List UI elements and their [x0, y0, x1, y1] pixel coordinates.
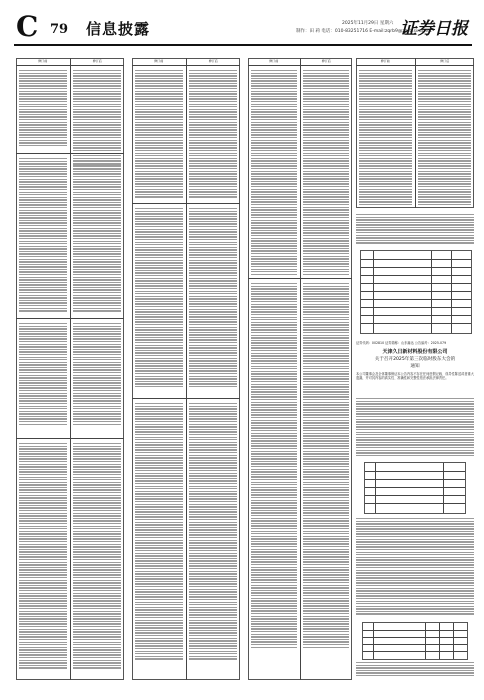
row-rule [361, 267, 471, 268]
text-block [356, 214, 474, 245]
text-block [418, 70, 471, 207]
column-divider [451, 251, 452, 333]
row-rule [363, 637, 467, 638]
notice-statement: 本公司董事会及全体董事保证本公告内容不存在任何虚假记载、误导性陈述或者重大遗漏，并对其内容的真实性、准确性和完整性依法承担法律责任。 [356, 372, 474, 380]
notice-title-2: 通知 [410, 364, 420, 369]
column-divider [453, 623, 454, 659]
column-4-table [356, 58, 474, 208]
text-block [303, 283, 349, 649]
column-divider [70, 58, 71, 680]
column-divider [415, 58, 416, 208]
column-divider [425, 623, 426, 659]
header-before: 修订前 [16, 58, 71, 65]
row-rule [365, 479, 465, 480]
page-header [14, 10, 472, 44]
column-divider [443, 463, 444, 513]
proposal-table [364, 462, 466, 514]
row-rule [363, 630, 467, 631]
text-block [251, 70, 297, 276]
notice-company: 天津久日新材料股份有限公司 [382, 349, 448, 355]
row-rule [248, 278, 352, 279]
row-rule [361, 283, 471, 284]
row-rule [361, 275, 471, 276]
row-rule [361, 291, 471, 292]
column-1 [16, 58, 124, 680]
text-block [356, 662, 474, 677]
column-divider [300, 58, 301, 680]
column-divider [431, 251, 432, 333]
row-rule [132, 398, 240, 399]
column-divider [439, 623, 440, 659]
header-before: 修订前 [248, 58, 301, 65]
text-block [19, 323, 67, 426]
row-rule [363, 644, 467, 645]
row-rule [132, 203, 240, 204]
header-after: 修订后 [92, 59, 102, 63]
text-block [359, 70, 412, 207]
text-block [189, 208, 237, 388]
newspaper-masthead: 证券日报 [400, 19, 468, 39]
row-rule [361, 299, 471, 300]
header-after: 修订后 [208, 59, 218, 63]
text-block [356, 518, 474, 616]
header-before: 修订前 [132, 58, 187, 65]
text-block [73, 323, 121, 426]
row-rule [16, 153, 124, 154]
text-block [189, 70, 237, 199]
column-3 [248, 58, 352, 680]
page-number: 79 [50, 22, 69, 37]
text-block [135, 208, 183, 388]
row-rule [361, 315, 471, 316]
column-divider [186, 58, 187, 680]
row-rule [361, 307, 471, 308]
column-divider [373, 623, 374, 659]
header-before: 修订前 [356, 58, 416, 65]
column-divider [373, 251, 374, 333]
row-rule [365, 487, 465, 488]
meeting-notice [356, 340, 474, 380]
row-rule [365, 495, 465, 496]
editor-contact: 制作：田 莉 电话：010-83251716 E-mail:zqrb9@zqrb.sina.net [296, 29, 432, 34]
text-block [73, 158, 121, 313]
notice-code: 证券代码：002810 证券简称：山东赫达 公告编号：2025-079 [356, 341, 447, 345]
text-block [135, 403, 183, 661]
row-rule [361, 323, 471, 324]
row-rule [365, 503, 465, 504]
column-divider [375, 463, 376, 513]
text-block [189, 403, 237, 661]
column-2 [132, 58, 240, 680]
text-block [303, 70, 349, 276]
section-title: 信息披露 [86, 20, 151, 38]
text-block [19, 158, 67, 313]
agenda-table [360, 250, 472, 334]
header-after: 修订后 [321, 59, 331, 63]
text-block [251, 283, 297, 649]
row-rule [365, 471, 465, 472]
proxy-table [362, 622, 468, 660]
text-block [73, 443, 121, 670]
text-block [135, 70, 183, 199]
row-rule [16, 438, 124, 439]
text-block [19, 70, 67, 147]
row-rule [16, 318, 124, 319]
row-rule [363, 651, 467, 652]
text-block [19, 443, 67, 670]
page-letter: C [16, 10, 39, 43]
issue-date: 2025年11月29日 星期六 [342, 21, 394, 26]
header-rule [14, 44, 472, 46]
row-rule [361, 259, 471, 260]
text-block [356, 398, 474, 457]
header-after: 修订后 [440, 59, 450, 63]
notice-title: 关于召开2025年第三次临时股东大会的 [374, 357, 456, 362]
